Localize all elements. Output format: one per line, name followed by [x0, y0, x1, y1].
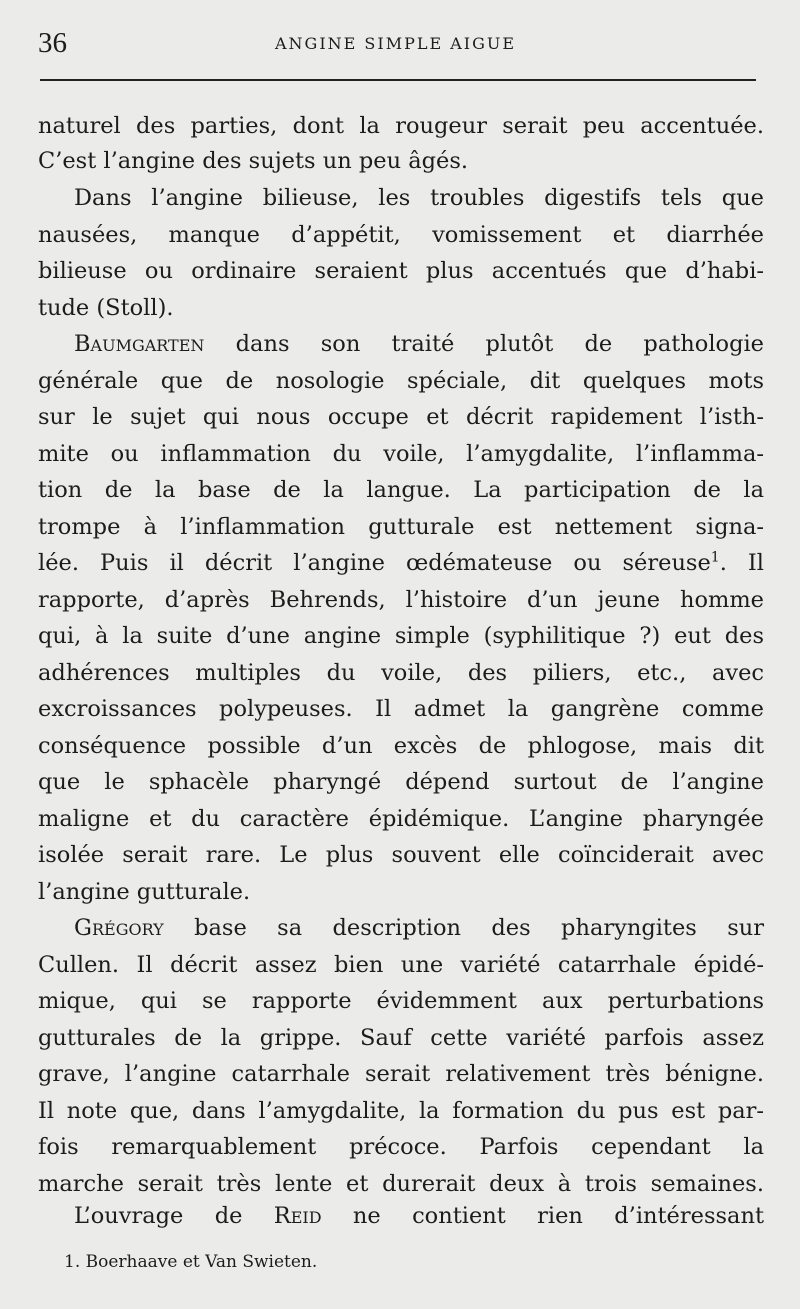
- text-line: que le sphacèle pharyngé dépend surtout de l’angine: [38, 769, 764, 795]
- text-line: maligne et du caractère épidémique. L’angine pharyngée: [38, 806, 764, 832]
- footnote-reference: 1: [710, 549, 720, 566]
- text-line: tude (Stoll).: [38, 295, 174, 321]
- author-name-gregory: Grégory: [74, 915, 164, 941]
- text-line: gutturales de la grippe. Sauf cette variété parfois assez: [38, 1025, 764, 1051]
- text-line: grave, l’angine catarrhale serait relativement très bénigne.: [38, 1061, 764, 1087]
- text-line: générale que de nosologie spéciale, dit quelques mots: [38, 368, 764, 394]
- header-rule: [40, 79, 756, 81]
- text-fragment: . Il: [719, 550, 765, 576]
- text-line: adhérences multiples du voile, des piliers, etc., avec: [38, 660, 764, 686]
- text-line: sur le sujet qui nous occupe et décrit rapidement l’isth-: [38, 404, 764, 430]
- text-line: tion de la base de la langue. La participation de la: [38, 477, 764, 503]
- text-fragment: dans son traité plutôt de pathologie: [235, 331, 764, 357]
- text-line: [74, 1200, 764, 1233]
- page-number: 36: [38, 27, 67, 59]
- text-line: Dans l’angine bilieuse, les troubles digestifs tels que: [74, 185, 764, 211]
- text-fragment: L’ouvrage de: [74, 1203, 243, 1229]
- text-line: trompe à l’inflammation gutturale est nettement signa-: [38, 514, 764, 540]
- text-line: conséquence possible d’un excès de phlogose, mais dit: [38, 733, 764, 759]
- text-line: nausées, manque d’appétit, vomissement et diarrhée: [38, 222, 764, 248]
- text-line: naturel des parties, dont la rougeur serait peu accentuée.: [38, 113, 764, 139]
- text-line: isolée serait rare. Le plus souvent elle coïnciderait avec: [38, 842, 764, 868]
- text-fragment: ne contient rien d’intéressant: [352, 1203, 764, 1229]
- footnote: 1. Boerhaave et Van Swieten.: [64, 1252, 318, 1272]
- author-name-reid: Reid: [273, 1203, 322, 1229]
- text-line: excroissances polypeuses. Il admet la gangrène comme: [38, 696, 764, 722]
- text-fragment: base sa description des pharyngites sur: [194, 915, 764, 941]
- text-line: fois remarquablement précoce. Parfois cependant la: [38, 1134, 764, 1160]
- text-line: mique, qui se rapporte évidemment aux perturbations: [38, 988, 764, 1014]
- text-line: marche serait très lente et durerait deux à trois semaines.: [38, 1171, 764, 1197]
- text-fragment: lée. Puis il décrit l’angine œdémateuse ou séreuse: [38, 550, 711, 576]
- text-line: [38, 547, 764, 580]
- author-name-baumgarten: Baumgarten: [74, 331, 205, 357]
- text-line: rapporte, d’après Behrends, l’histoire d’un jeune homme: [38, 587, 764, 613]
- text-line: [74, 328, 764, 361]
- text-line: Cullen. Il décrit assez bien une variété catarrhale épidé-: [38, 952, 764, 978]
- text-line: bilieuse ou ordinaire seraient plus accentués que d’habi-: [38, 258, 764, 284]
- text-line: Il note que, dans l’amygdalite, la formation du pus est par-: [38, 1098, 764, 1124]
- text-line: qui, à la suite d’une angine simple (syphilitique ?) eut des: [38, 623, 764, 649]
- text-line: mite ou inflammation du voile, l’amygdalite, l’inflamma-: [38, 441, 764, 467]
- text-line: l’angine gutturale.: [38, 879, 251, 905]
- text-line: [74, 912, 764, 945]
- running-title: ANGINE SIMPLE AIGUE: [275, 34, 517, 53]
- text-line: C’est l’angine des sujets un peu âgés.: [38, 148, 469, 174]
